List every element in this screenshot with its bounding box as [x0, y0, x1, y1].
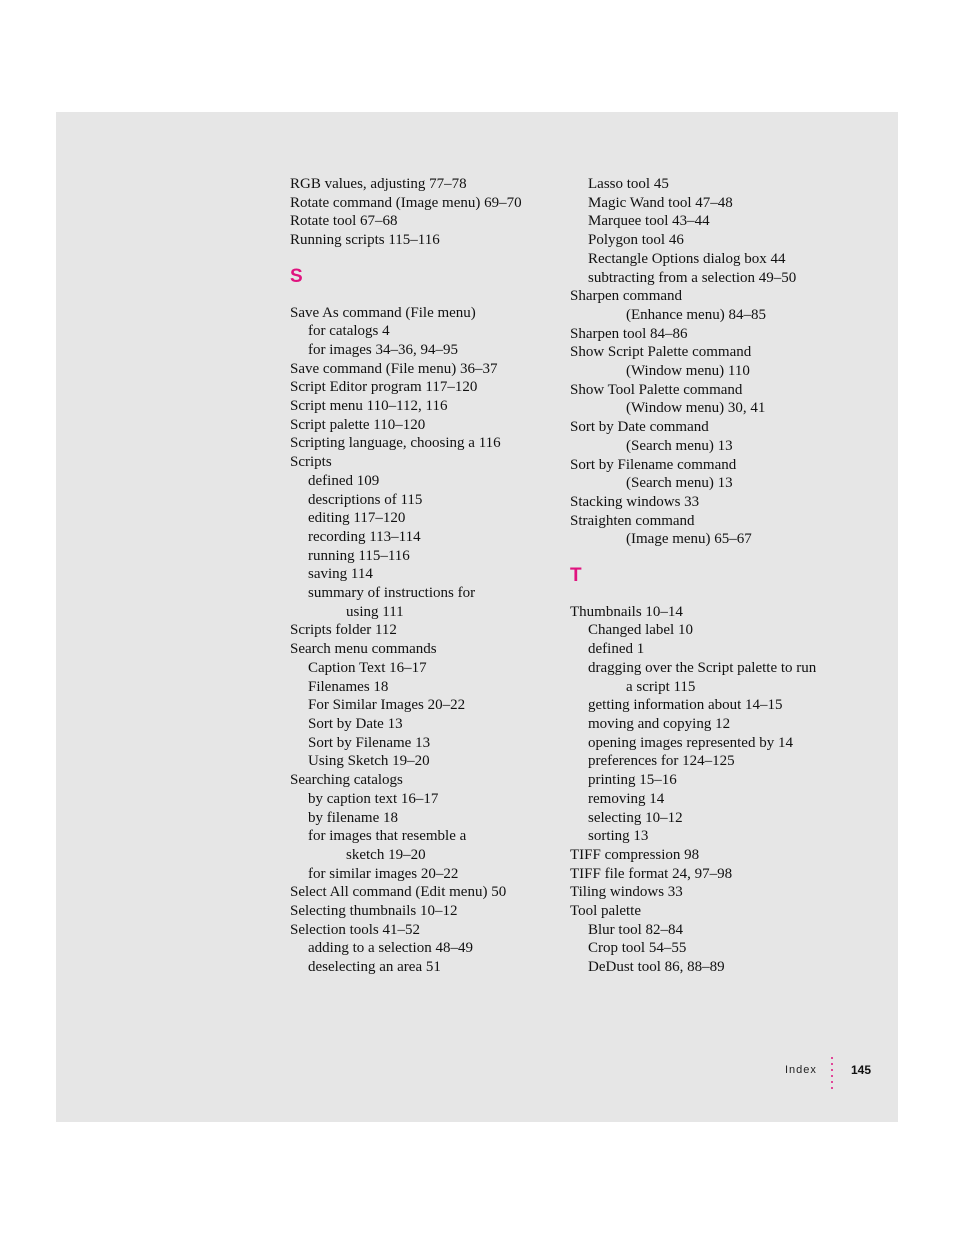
index-subentry: preferences for 124–125 [588, 753, 735, 770]
index-subentry: summary of instructions for [308, 585, 476, 602]
index-subentry: Using Sketch 19–20 [308, 753, 430, 770]
index-subentry: sorting 13 [588, 828, 649, 845]
index-subentry: printing 15–16 [588, 772, 677, 789]
index-subentry: by caption text 16–17 [308, 790, 439, 807]
index-entry: Rotate tool 67–68 [290, 213, 398, 230]
index-entry: Script palette 110–120 [290, 416, 426, 433]
index-subentry: Polygon tool 46 [588, 232, 684, 249]
index-entry: Rotate command (Image menu) 69–70 [290, 194, 522, 211]
index-entry: Show Script Palette command [570, 344, 752, 361]
index-entry: Thumbnails 10–14 [570, 603, 683, 620]
index-subentry: Sort by Filename 13 [308, 734, 431, 751]
index-subentry: for images that resemble a [308, 828, 467, 845]
index-subentry: For Similar Images 20–22 [308, 697, 466, 714]
index-subentry: sketch 19–20 [346, 846, 426, 863]
index-entry: Select All command (Edit menu) 50 [290, 884, 507, 901]
index-subentry: for images 34–36, 94–95 [308, 341, 458, 358]
index-subentry: Lasso tool 45 [588, 176, 669, 192]
index-subentry: adding to a selection 48–49 [308, 940, 473, 957]
index-entry: Script menu 110–112, 116 [290, 398, 448, 415]
index-entry: TIFF compression 98 [570, 846, 700, 863]
index-subentry: by filename 18 [308, 809, 398, 826]
index-subentry: deselecting an area 51 [308, 959, 441, 976]
index-subentry: editing 117–120 [308, 510, 406, 527]
index-subentry: for catalogs 4 [308, 323, 390, 340]
index-subentry: (Search menu) 13 [626, 437, 733, 454]
index-subentry: Crop tool 54–55 [588, 940, 687, 957]
index-subentry: descriptions of 115 [308, 491, 423, 508]
index-section-letter: S [290, 265, 303, 287]
index-page [56, 112, 898, 1122]
index-subentry: (Window menu) 110 [626, 363, 750, 380]
index-entry: Straighten command [570, 512, 695, 529]
index-entry: Script Editor program 117–120 [290, 379, 478, 396]
index-subentry: subtracting from a selection 49–50 [588, 269, 797, 286]
index-subentry: saving 114 [308, 566, 373, 583]
index-entry: Search menu commands [290, 641, 437, 658]
index-subentry: for similar images 20–22 [308, 865, 459, 882]
index-entry: Stacking windows 33 [570, 493, 700, 510]
index-subentry: (Window menu) 30, 41 [626, 400, 766, 417]
index-subentry: (Search menu) 13 [626, 475, 733, 492]
index-subentry: using 111 [346, 603, 404, 620]
index-subentry: opening images represented by 14 [588, 734, 793, 751]
index-subentry: running 115–116 [308, 547, 410, 564]
footer-dotted-divider [831, 1057, 834, 1095]
index-subentry: defined 1 [588, 641, 645, 658]
index-entry: Searching catalogs [290, 772, 403, 789]
index-subentry: (Enhance menu) 84–85 [626, 306, 766, 323]
index-subentry: selecting 10–12 [588, 809, 683, 826]
index-entry: Save As command (File menu) [290, 304, 476, 321]
index-subentry: Caption Text 16–17 [308, 659, 427, 676]
index-entry: Scripts folder 112 [290, 622, 397, 639]
index-subentry: Rectangle Options dialog box 44 [588, 250, 786, 267]
index-subentry: Marquee tool 43–44 [588, 213, 710, 230]
index-entry: Sharpen command [570, 288, 683, 305]
index-subentry: Changed label 10 [588, 622, 693, 639]
index-subentry: Filenames 18 [308, 678, 389, 695]
index-subentry: recording 113–114 [308, 528, 421, 545]
index-entry: Scripts [290, 454, 332, 471]
index-subentry: defined 109 [308, 472, 380, 489]
footer-section-label: Index [785, 1064, 817, 1076]
index-entry: RGB values, adjusting 77–78 [290, 176, 467, 192]
page-number: 145 [851, 1063, 872, 1077]
index-section-letter: T [570, 565, 582, 587]
index-subentry: a script 115 [626, 678, 696, 695]
index-entry: Running scripts 115–116 [290, 232, 440, 249]
index-subentry: dragging over the Script palette to run [588, 659, 817, 676]
index-subentry: Blur tool 82–84 [588, 921, 684, 938]
index-column-right [570, 175, 850, 977]
index-entry: Tool palette [570, 903, 642, 920]
index-entry: Selecting thumbnails 10–12 [290, 903, 458, 920]
index-entry: Show Tool Palette command [570, 381, 743, 398]
index-subentry: (Image menu) 65–67 [626, 531, 752, 548]
index-entry: Sharpen tool 84–86 [570, 325, 688, 342]
index-entry: Save command (File menu) 36–37 [290, 360, 498, 377]
index-subentry: getting information about 14–15 [588, 697, 783, 714]
index-entry: TIFF file format 24, 97–98 [570, 865, 733, 882]
index-subentry: DeDust tool 86, 88–89 [588, 959, 725, 976]
index-subentry: moving and copying 12 [588, 715, 731, 732]
index-entry: Selection tools 41–52 [290, 921, 420, 938]
index-entry: Sort by Date command [570, 419, 709, 436]
index-column-left [290, 175, 550, 977]
index-entry: Sort by Filename command [570, 456, 737, 473]
index-entry: Tiling windows 33 [570, 884, 683, 901]
index-subentry: Magic Wand tool 47–48 [588, 194, 733, 211]
index-entry: Scripting language, choosing a 116 [290, 435, 501, 452]
index-subentry: removing 14 [588, 790, 665, 807]
index-subentry: Sort by Date 13 [308, 715, 403, 732]
